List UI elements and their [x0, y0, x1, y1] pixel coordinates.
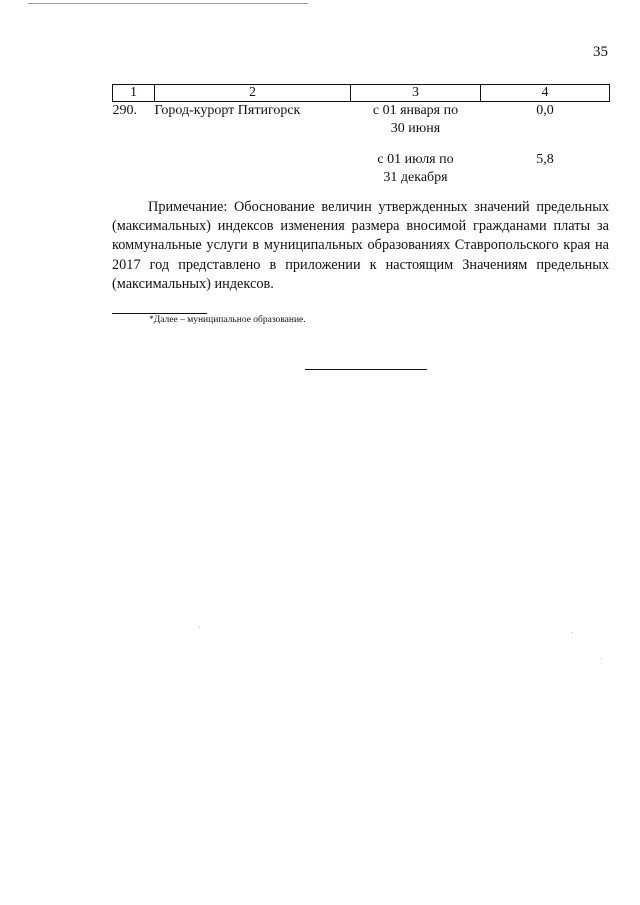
table-row [113, 151, 610, 187]
footnote-divider [112, 313, 207, 314]
table-row [113, 102, 610, 139]
note-paragraph [112, 198, 609, 294]
row-number: 290. [112, 103, 137, 118]
column-header-3: 3 [351, 85, 481, 102]
scan-edge-line [28, 3, 308, 4]
scan-speck [199, 627, 200, 628]
period-cell [351, 151, 481, 187]
index-table [112, 84, 610, 187]
period-end: 30 июня [390, 121, 441, 136]
footnote: *Далее – муниципальное образование. [149, 315, 306, 325]
period-end: 31 декабря [383, 170, 448, 185]
end-divider [305, 369, 427, 370]
column-header-2: 2 [155, 85, 351, 102]
period-cell [351, 102, 481, 139]
index-value: 0,0 [536, 103, 554, 118]
municipality-name: Город-курорт Пятигорск [154, 103, 301, 118]
scan-speck [571, 632, 572, 633]
index-value: 5,8 [536, 152, 554, 167]
column-header-4: 4 [481, 85, 610, 102]
note-text: Примечание: Обоснование величин утвержденных значений предельных (максимальных) индексов изменения размера вносимой гражданами платы за коммунальные услуги в муниципальных образованиях Ставропольского края на 2017 год представлено в приложении к настоящим Значениям предельных (максимальных) индексов. [112, 199, 609, 292]
table-header-row [113, 85, 610, 102]
column-header-1: 1 [113, 85, 155, 102]
period-start: с 01 июля по [377, 152, 454, 167]
scan-speck [601, 658, 602, 659]
period-start: с 01 января по [372, 103, 459, 118]
page-number: 35 [593, 44, 608, 60]
row-spacer [113, 138, 610, 151]
